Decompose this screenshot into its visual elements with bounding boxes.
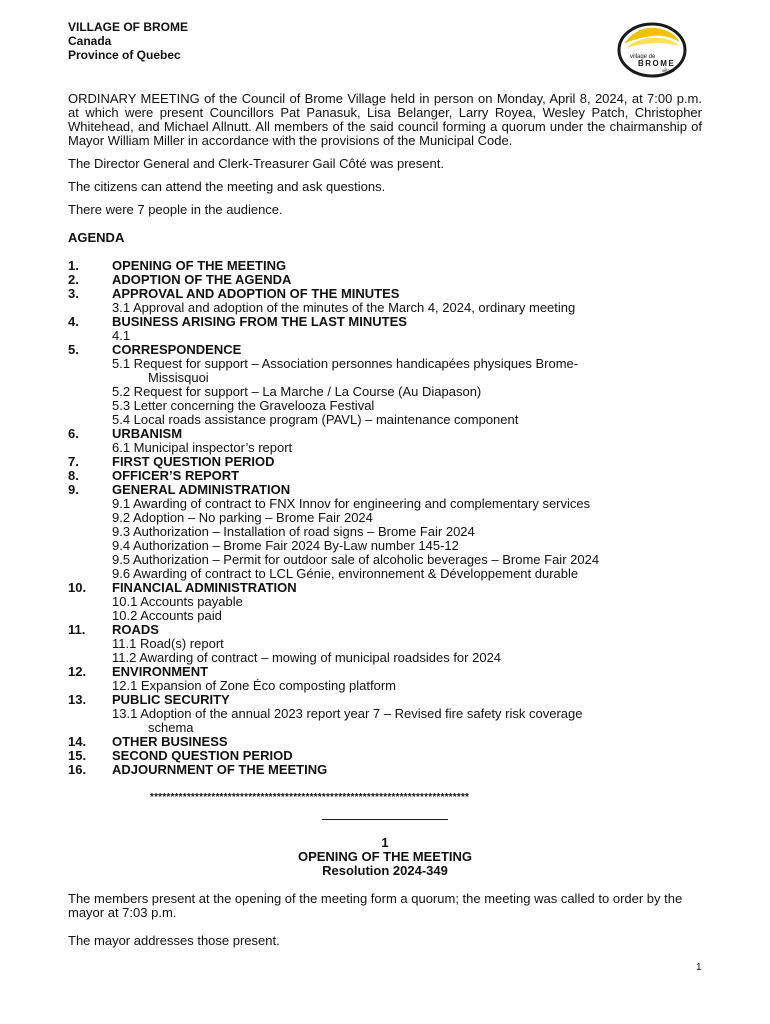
agenda-item-content: [112, 483, 702, 581]
agenda-item: [68, 665, 702, 693]
agenda-item: [68, 315, 702, 343]
agenda-item-content: [112, 665, 702, 693]
citizens-text: The citizens can attend the meeting and ask questions.: [68, 179, 386, 194]
agenda-item-title: OTHER BUSINESS: [112, 734, 228, 749]
agenda-item: [68, 343, 702, 427]
agenda-subitem-text: 5.1 Request for support – Association personnes handicapées physiques Brome-: [112, 356, 579, 371]
agenda-item: [68, 455, 702, 469]
resolution-number: Resolution 2024-349: [322, 863, 448, 878]
agenda-item-content: [112, 343, 702, 427]
agenda-item: [68, 735, 702, 749]
agenda-subitem-text: 5.4 Local roads assistance program (PAVL) – maintenance component: [112, 412, 519, 427]
agenda-subitem: [112, 637, 702, 651]
agenda-item-title: GENERAL ADMINISTRATION: [112, 482, 291, 497]
agenda-item-content: [112, 693, 702, 735]
page-number: 1: [696, 962, 702, 973]
header-village-name: VILLAGE OF BROME: [68, 20, 188, 34]
mayor-address-paragraph: The mayor addresses those present.: [68, 933, 280, 948]
agenda-item-number: 13.: [68, 692, 87, 707]
agenda-item-number: 8.: [68, 468, 79, 483]
agenda-item: [68, 581, 702, 623]
agenda-subitem-text: 9.2 Adoption – No parking – Brome Fair 2024: [112, 510, 373, 525]
agenda-item-content: [112, 427, 702, 455]
audience-count-text: There were 7 people in the audience.: [68, 202, 283, 217]
agenda-item-title: PUBLIC SECURITY: [112, 692, 230, 707]
agenda-subitem: [112, 497, 702, 511]
logo-text-village: village: [662, 68, 675, 73]
separator-asterisks: ******************************************************************************: [150, 792, 470, 803]
agenda-subitem-text: 6.1 Municipal inspector’s report: [112, 440, 293, 455]
agenda-item-title: URBANISM: [112, 426, 183, 441]
agenda-item-number: 7.: [68, 454, 79, 469]
agenda-subitem: [112, 567, 702, 581]
agenda-item-title: ADJOURNMENT OF THE MEETING: [112, 762, 328, 777]
agenda-subitem-continuation: Missisquoi: [148, 370, 209, 385]
meeting-intro-paragraph: ORDINARY MEETING of the Council of Brome Village held in person on Monday, April 8, 2024, at 7:00 p.m. at which were present Councillors Pat Panasuk, Lisa Belanger, Larry Royea, Wesley Patch, Christopher Whitehead, and Michael Allnutt. All members of the said council forming a quorum under the chairmanship of Mayor William Miller in accordance with the provisions of the Municipal Code.: [68, 91, 702, 148]
agenda-item-title: BUSINESS ARISING FROM THE LAST MINUTES: [112, 314, 407, 329]
agenda-subitem-text: 10.1 Accounts payable: [112, 594, 243, 609]
agenda-item-number: 15.: [68, 748, 87, 763]
agenda-subitem: [112, 553, 702, 567]
agenda-item-number: 4.: [68, 314, 79, 329]
agenda-subitem-text: 9.1 Awarding of contract to FNX Innov for engineering and complementary services: [112, 496, 591, 511]
agenda-item-number: 16.: [68, 762, 87, 777]
agenda-item: [68, 259, 702, 273]
agenda-item-title: FIRST QUESTION PERIOD: [112, 454, 275, 469]
agenda-subitem: [112, 399, 702, 413]
agenda-subitem-text: 10.2 Accounts paid: [112, 608, 222, 623]
agenda-subitem: [112, 651, 702, 665]
agenda-item-content: [112, 287, 702, 315]
agenda-subitem-text: 9.5 Authorization – Permit for outdoor sale of alcoholic beverages – Brome Fair 2024: [112, 552, 600, 567]
agenda-subitem-continuation: schema: [148, 720, 194, 735]
agenda-item-title: CORRESPONDENCE: [112, 342, 242, 357]
agenda-item-content: [112, 455, 702, 469]
quorum-paragraph: The members present at the opening of the meeting form a quorum; the meeting was called to order by the mayor at 7:03 p.m.: [68, 891, 683, 920]
agenda-item-content: [112, 315, 702, 343]
agenda-item-content: [112, 749, 702, 763]
agenda-subitem: [112, 525, 702, 539]
logo-text-village-de: village de: [630, 54, 656, 60]
agenda-subitem-text: 3.1 Approval and adoption of the minutes of the March 4, 2024, ordinary meeting: [112, 300, 576, 315]
agenda-list: [68, 259, 702, 777]
document-header: [68, 20, 188, 62]
agenda-item-title: ENVIRONMENT: [112, 664, 209, 679]
agenda-item: [68, 623, 702, 665]
agenda-item-title: SECOND QUESTION PERIOD: [112, 748, 293, 763]
separator-rule: [322, 819, 448, 820]
agenda-item-title: OFFICER’S REPORT: [112, 468, 240, 483]
agenda-subitem: [112, 595, 702, 609]
document-body: [68, 92, 702, 777]
agenda-item-number: 9.: [68, 482, 79, 497]
agenda-item-content: [112, 581, 702, 623]
agenda-item-number: 6.: [68, 426, 79, 441]
brome-village-logo: [616, 20, 688, 78]
agenda-item: [68, 749, 702, 763]
agenda-subitem: [112, 511, 702, 525]
agenda-subitem-text: 11.2 Awarding of contract – mowing of municipal roadsides for 2024: [112, 650, 502, 665]
agenda-item-title: FINANCIAL ADMINISTRATION: [112, 580, 297, 595]
agenda-item-number: 5.: [68, 342, 79, 357]
agenda-item: [68, 693, 702, 735]
agenda-subitem-text: 5.3 Letter concerning the Gravelooza Festival: [112, 398, 375, 413]
agenda-item-number: 1.: [68, 258, 79, 273]
agenda-item-title: ADOPTION OF THE AGENDA: [112, 272, 292, 287]
agenda-item: [68, 483, 702, 581]
header-province: Province of Quebec: [68, 48, 181, 62]
agenda-subitem-text: 13.1 Adoption of the annual 2023 report year 7 – Revised fire safety risk coverage: [112, 706, 583, 721]
agenda-subitem: [112, 441, 702, 455]
agenda-subitem-text: 9.3 Authorization – Installation of road signs – Brome Fair 2024: [112, 524, 475, 539]
agenda-item-number: 10.: [68, 580, 87, 595]
agenda-item-number: 3.: [68, 286, 79, 301]
agenda-title: AGENDA: [68, 230, 125, 245]
agenda-subitem: [112, 679, 702, 693]
director-present-text: The Director General and Clerk-Treasurer Gail Côté was present.: [68, 156, 444, 171]
agenda-item-number: 2.: [68, 272, 79, 287]
agenda-subitem: [112, 301, 702, 315]
agenda-subitem: [112, 413, 702, 427]
agenda-item: [68, 287, 702, 315]
agenda-item-title: ROADS: [112, 622, 159, 637]
agenda-subitem: [112, 357, 702, 385]
agenda-subitem-text: 9.6 Awarding of contract to LCL Génie, environnement & Développement durable: [112, 566, 579, 581]
header-country: Canada: [68, 34, 112, 48]
agenda-subitem: [112, 385, 702, 399]
agenda-item-content: [112, 763, 702, 777]
section-number: 1: [381, 835, 389, 850]
agenda-item-number: 11.: [68, 622, 86, 637]
agenda-item-content: [112, 469, 702, 483]
agenda-item: [68, 763, 702, 777]
agenda-subitem-text: 11.1 Road(s) report: [112, 636, 224, 651]
section-title: OPENING OF THE MEETING: [297, 849, 473, 864]
agenda-subitem: [112, 609, 702, 623]
agenda-item: [68, 273, 702, 287]
logo-text-brome: BROME: [638, 59, 676, 68]
agenda-item-content: [112, 623, 702, 665]
agenda-subitem-text: 5.2 Request for support – La Marche / La Course (Au Diapason): [112, 384, 482, 399]
agenda-item-title: APPROVAL AND ADOPTION OF THE MINUTES: [112, 286, 400, 301]
agenda-item-content: [112, 735, 702, 749]
agenda-subitem: [112, 707, 702, 735]
agenda-item-content: [112, 273, 702, 287]
agenda-item-number: 14.: [68, 734, 87, 749]
agenda-item-title: OPENING OF THE MEETING: [112, 258, 287, 273]
section-1-heading: [0, 836, 770, 878]
agenda-item: [68, 469, 702, 483]
agenda-subitem: [112, 329, 702, 343]
agenda-item: [68, 427, 702, 455]
agenda-item-content: [112, 259, 702, 273]
agenda-subitem-text: 4.1: [112, 328, 131, 343]
agenda-subitem-text: 9.4 Authorization – Brome Fair 2024 By-Law number 145-12: [112, 538, 459, 553]
agenda-item-number: 12.: [68, 664, 87, 679]
agenda-subitem-text: 12.1 Expansion of Zone Éco composting platform: [112, 678, 396, 693]
agenda-subitem: [112, 539, 702, 553]
